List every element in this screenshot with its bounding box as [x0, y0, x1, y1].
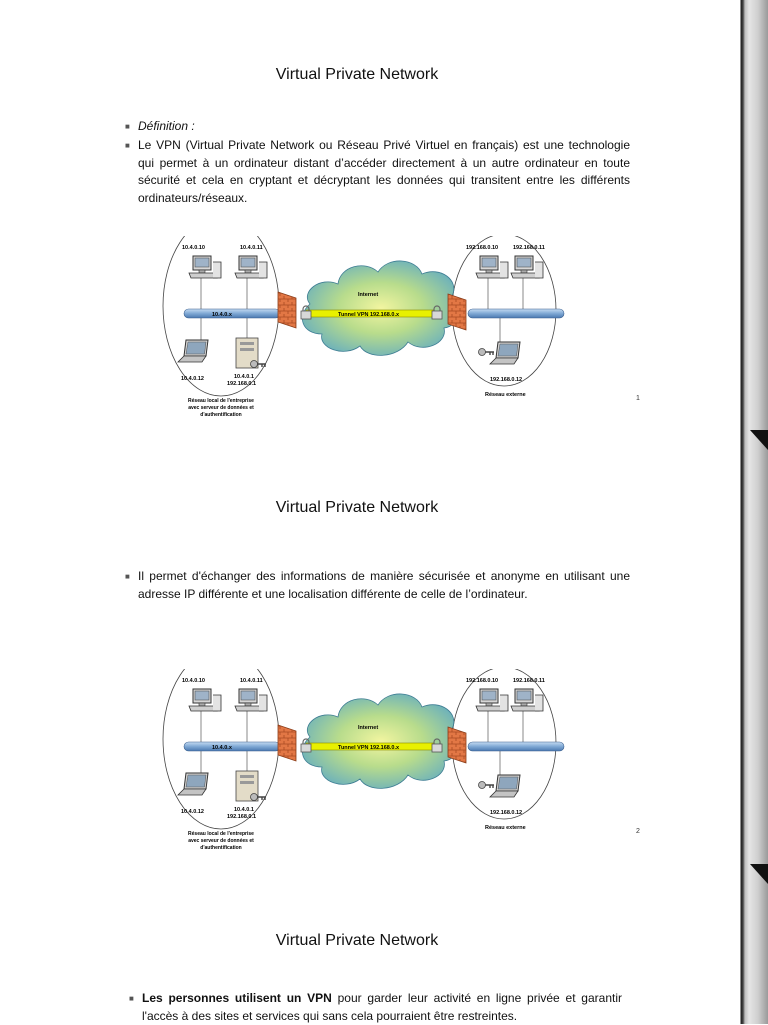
diagram-label: 192.168.0.11 — [513, 245, 545, 251]
diagram-label: avec serveur de données et — [188, 838, 254, 844]
page-number: 2 — [636, 828, 640, 835]
slide-2 — [0, 433, 738, 865]
page-edge-marker — [750, 430, 768, 450]
diagram-label: 192.168.0.12 — [490, 377, 523, 383]
diagram-label: Réseau externe — [485, 392, 526, 398]
diagram-label: 10.4.0.1 — [234, 374, 254, 380]
diagram-label: Internet — [358, 292, 379, 298]
diagram-label: 192.168.0.1 — [227, 814, 257, 820]
vpn-network-diagram — [160, 669, 590, 859]
diagram-label: 10.4.0.10 — [182, 245, 205, 251]
diagram-label: d'authentification — [200, 412, 242, 418]
diagram-label: 10.4.0.x — [212, 312, 232, 318]
diagram-label: Réseau local de l'entreprise — [188, 398, 254, 404]
page-number: 1 — [636, 395, 640, 402]
slide-title: Virtual Private Network — [275, 499, 439, 516]
diagram-label: 192.168.0.10 — [466, 245, 499, 251]
diagram-label: 10.4.0.1 — [234, 807, 254, 813]
square-bullet-icon: ■ — [125, 572, 130, 581]
square-bullet-icon: ■ — [125, 122, 130, 131]
bullet-text: pour garder leur activité en ligne privée et garantir l'accès à des sites et services qui sans cela pourraient être restreintes. — [142, 991, 622, 1023]
diagram-label: 10.4.0.x — [212, 745, 232, 751]
page-edge-marker — [750, 864, 768, 884]
diagram-label: 192.168.0.11 — [513, 678, 545, 684]
diagram-label: d'authentification — [200, 845, 242, 851]
diagram-label: 192.168.0.1 — [227, 381, 257, 387]
diagram-label: Tunnel VPN 192.168.0.x — [338, 312, 400, 318]
diagram-label: avec serveur de données et — [188, 405, 254, 411]
vpn-network-diagram — [160, 236, 590, 426]
slide-title: Virtual Private Network — [275, 66, 439, 83]
slide-3 — [0, 866, 738, 1024]
square-bullet-icon: ■ — [125, 141, 130, 150]
slide-1 — [0, 0, 738, 432]
diagram-label: 192.168.0.10 — [466, 678, 499, 684]
diagram-label: Tunnel VPN 192.168.0.x — [338, 745, 400, 751]
diagram-label: Internet — [358, 725, 379, 731]
square-bullet-icon: ■ — [129, 994, 134, 1003]
diagram-label: 10.4.0.11 — [240, 245, 263, 251]
bullet-item — [126, 137, 630, 207]
bullet-text: Il permet d'échanger des informations de manière sécurisée et anonyme en utilisant une adresse IP différente et une localisation différente de celle de l’ordinateur. — [138, 569, 630, 601]
bullet-bold-text: Les personnes utilisent un VPN — [142, 991, 332, 1005]
bullet-item — [130, 990, 622, 1025]
diagram-label: 10.4.0.12 — [181, 376, 204, 382]
diagram-label: 10.4.0.10 — [182, 678, 205, 684]
slide-title: Virtual Private Network — [275, 932, 439, 949]
bullet-item — [126, 568, 630, 603]
diagram-label: 10.4.0.12 — [181, 809, 204, 815]
diagram-label: Réseau local de l'entreprise — [188, 831, 254, 837]
bullet-text: Le VPN (Virtual Private Network ou Réseau Privé Virtuel en français) est une technologie qui permet à un ordinateur distant d’accéder directement à un autre ordinateur en toute sécurité et cela en cryptant et décryptant les données qui transitent entre les différents ordinateurs/réseaux. — [138, 138, 630, 205]
bullet-item — [126, 118, 630, 136]
diagram-label: 10.4.0.11 — [240, 678, 263, 684]
diagram-label: Réseau externe — [485, 825, 526, 831]
bullet-text: Définition : — [138, 119, 195, 133]
diagram-label: 192.168.0.12 — [490, 810, 523, 816]
